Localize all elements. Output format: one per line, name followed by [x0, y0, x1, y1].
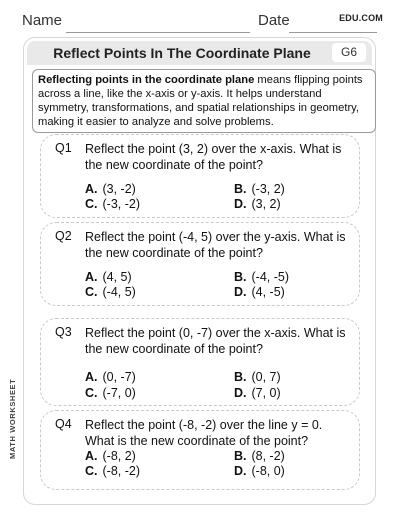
- option-text: (-8, 2): [102, 449, 136, 463]
- intro-box: [32, 69, 376, 133]
- option-d[interactable]: [234, 464, 285, 478]
- option-text: (-8, -2): [102, 464, 140, 478]
- option-b[interactable]: [234, 370, 281, 384]
- grade-badge: G6: [332, 43, 366, 62]
- option-text: (3, 2): [251, 197, 281, 211]
- option-b[interactable]: [234, 270, 289, 284]
- name-line[interactable]: [66, 32, 250, 33]
- date-line[interactable]: [289, 32, 377, 33]
- question-card-2: [40, 222, 360, 306]
- question-card-1: [40, 134, 360, 218]
- option-text: (-3, -2): [102, 197, 140, 211]
- option-letter: C.: [85, 197, 98, 211]
- side-label: MATH WORKSHEET: [8, 378, 17, 459]
- option-letter: A.: [85, 370, 98, 384]
- option-a[interactable]: [85, 270, 132, 284]
- option-text: (-7, 0): [102, 386, 136, 400]
- option-letter: B.: [234, 270, 247, 284]
- option-letter: A.: [85, 270, 98, 284]
- option-letter: B.: [234, 182, 247, 196]
- date-label: Date: [258, 12, 290, 29]
- option-letter: D.: [234, 386, 247, 400]
- option-letter: C.: [85, 386, 98, 400]
- option-letter: D.: [234, 464, 247, 478]
- option-letter: A.: [85, 449, 98, 463]
- option-text: (-3, 2): [251, 182, 285, 196]
- option-text: (3, -2): [102, 182, 136, 196]
- option-d[interactable]: [234, 386, 281, 400]
- question-number: Q3: [55, 325, 72, 339]
- question-number: Q1: [55, 141, 72, 155]
- worksheet-title: Reflect Points In The Coordinate Plane: [53, 45, 311, 61]
- option-text: (-8, 0): [251, 464, 285, 478]
- option-text: (0, 7): [251, 370, 281, 384]
- option-c[interactable]: [85, 464, 140, 478]
- question-text: Reflect the point (-4, 5) over the y-axis. What is the new coordinate of the point?: [85, 230, 346, 260]
- question-card-3: [40, 318, 360, 406]
- option-letter: D.: [234, 285, 247, 299]
- brand-logo: EDU.COM: [339, 13, 383, 23]
- option-text: (-4, 5): [102, 285, 136, 299]
- option-c[interactable]: [85, 285, 136, 299]
- option-a[interactable]: [85, 370, 136, 384]
- option-letter: D.: [234, 197, 247, 211]
- option-text: (0, -7): [102, 370, 136, 384]
- question-text: Reflect the point (-8, -2) over the line y = 0. What is the new coordinate of the point?: [85, 418, 323, 448]
- option-letter: B.: [234, 449, 247, 463]
- option-letter: A.: [85, 182, 98, 196]
- intro-term: Reflecting points in the coordinate plane: [38, 74, 255, 86]
- option-c[interactable]: [85, 386, 136, 400]
- option-a[interactable]: [85, 182, 136, 196]
- question-text: Reflect the point (3, 2) over the x-axis. What is the new coordinate of the point?: [85, 142, 342, 172]
- option-b[interactable]: [234, 449, 285, 463]
- worksheet-header: [0, 10, 400, 40]
- option-text: (-4, -5): [251, 270, 289, 284]
- option-d[interactable]: [234, 285, 285, 299]
- option-text: (4, 5): [102, 270, 132, 284]
- option-b[interactable]: [234, 182, 285, 196]
- option-letter: B.: [234, 370, 247, 384]
- option-d[interactable]: [234, 197, 281, 211]
- option-text: (7, 0): [251, 386, 281, 400]
- option-text: (4, -5): [251, 285, 285, 299]
- option-letter: C.: [85, 464, 98, 478]
- name-label: Name: [22, 12, 63, 29]
- title-bar: [27, 41, 372, 65]
- question-card-4: [40, 410, 360, 490]
- question-text: Reflect the point (0, -7) over the x-axis. What is the new coordinate of the point?: [85, 326, 346, 356]
- question-number: Q2: [55, 229, 72, 243]
- intro-text: means flipping points across a line, like the x-axis or y-axis. It helps understand symmetry, transformations, and spatial relationships in geometry, making it easier to analyze and solve problems.: [38, 74, 363, 128]
- option-text: (8, -2): [251, 449, 285, 463]
- option-c[interactable]: [85, 197, 140, 211]
- option-a[interactable]: [85, 449, 136, 463]
- option-letter: C.: [85, 285, 98, 299]
- question-number: Q4: [55, 417, 72, 431]
